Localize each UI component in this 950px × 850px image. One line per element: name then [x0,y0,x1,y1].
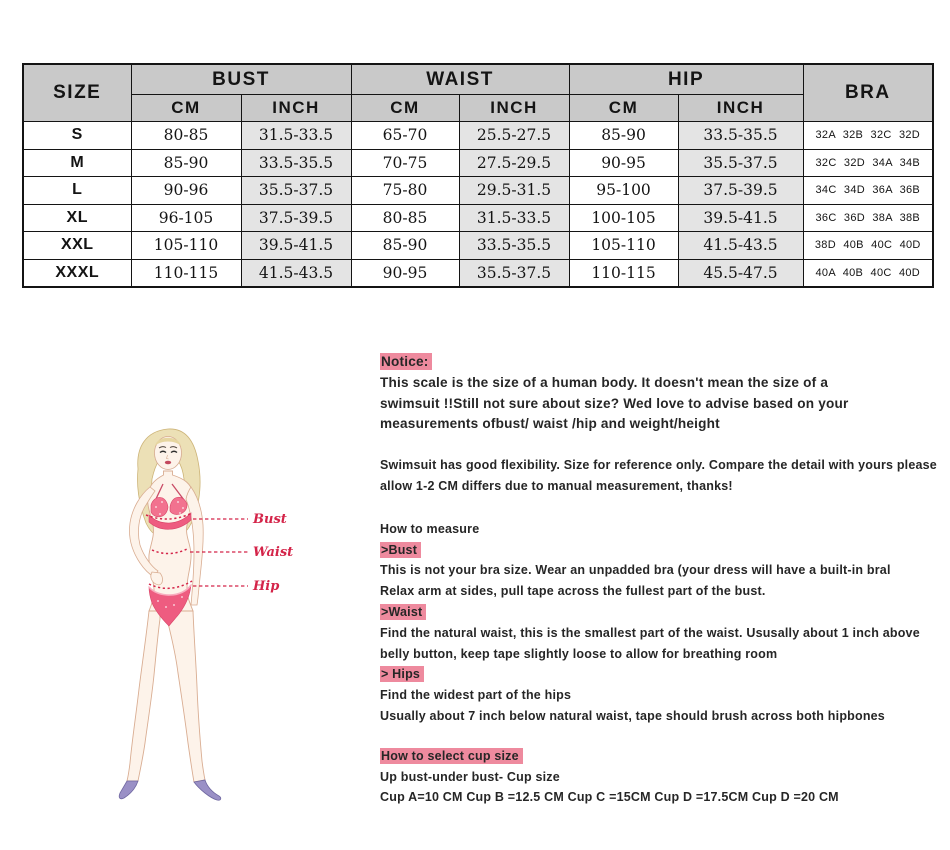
hip-cm-cell: 95-100 [569,177,678,205]
info-text-column [380,352,936,808]
bust-instruction: This is not your bra size. Wear an unpadded bra (your dress will have a built-in bral [380,563,891,578]
waist-cm-cell: 70-75 [351,149,459,177]
bra-cell: 36C 36D 38A 38B [803,204,933,232]
size-cell: XXXL [23,259,131,287]
hips-heading: > Hips [380,666,424,682]
waist-cm-cell: 75-80 [351,177,459,205]
bra-cell: 38D 40B 40C 40D [803,232,933,260]
header-waist-cm: CM [351,95,459,122]
header-waist: WAIST [351,64,569,95]
bust-cm-cell: 85-90 [131,149,241,177]
flexibility-line: Swimsuit has good flexibility. Size for reference only. Compare the detail with yours please [380,458,937,473]
hip-cm-cell: 90-95 [569,149,678,177]
header-bust-cm: CM [131,95,241,122]
waist-instruction: Find the natural waist, this is the smallest part of the waist. Ususally about 1 inch above [380,625,920,640]
hip-cm-cell: 110-115 [569,259,678,287]
size-chart-table [22,63,934,288]
left-leg [127,611,160,781]
cup-size-heading: How to select cup size [380,748,523,764]
hips-instruction: Usually about 7 inch below natural waist, tape should brush across both hipbones [380,708,885,723]
notice-line: This scale is the size of a human body. It doesn't mean the size of a [380,374,829,390]
waist-heading-line [380,602,936,623]
right-shoe [194,780,221,800]
size-cell: XL [23,204,131,232]
bust-cm-cell: 110-115 [131,259,241,287]
header-hip: HIP [569,64,803,95]
waist-inch-cell: 27.5-29.5 [459,149,569,177]
bra-cell: 32A 32B 32C 32D [803,122,933,150]
waist-heading: >Waist [380,604,426,620]
bust-inch-cell: 37.5-39.5 [241,204,351,232]
bust-cm-cell: 105-110 [131,232,241,260]
waist-cm-cell: 80-85 [351,204,459,232]
hip-inch-cell: 33.5-35.5 [678,122,803,150]
hip-cm-cell: 85-90 [569,122,678,150]
header-bust-inch: INCH [241,95,351,122]
bust-inch-cell: 39.5-41.5 [241,232,351,260]
hip-inch-cell: 39.5-41.5 [678,204,803,232]
waist-inch-cell: 33.5-35.5 [459,232,569,260]
table-row [23,122,933,150]
header-bra: BRA [803,64,933,122]
waist-inch-cell: 35.5-37.5 [459,259,569,287]
bust-inch-cell: 35.5-37.5 [241,177,351,205]
header-size: SIZE [23,64,131,122]
size-cell: S [23,122,131,150]
left-hand [151,572,163,585]
hip-label: Hip [253,579,280,594]
header-hip-cm: CM [569,95,678,122]
right-leg [168,611,205,782]
bust-inch-cell: 33.5-35.5 [241,149,351,177]
waist-inch-cell: 31.5-33.5 [459,204,569,232]
waist-cm-cell: 90-95 [351,259,459,287]
hips-heading-line [380,664,936,685]
notice-heading-line [380,352,936,373]
figure-sketch [100,423,340,823]
bust-cm-cell: 96-105 [131,204,241,232]
table-row [23,259,933,287]
waist-cm-cell: 65-70 [351,122,459,150]
size-cell: M [23,149,131,177]
bust-heading: >Bust [380,542,421,558]
header-bust: BUST [131,64,351,95]
header-hip-inch: INCH [678,95,803,122]
table-row [23,232,933,260]
waist-instruction: belly button, keep tape slightly loose to allow for breathing room [380,646,778,661]
table-row [23,177,933,205]
how-to-measure-title: How to measure [380,521,480,536]
cup-size-line: Up bust-under bust- Cup size [380,769,560,784]
bra-cell: 40A 40B 40C 40D [803,259,933,287]
flexibility-line: allow 1-2 CM differs due to manual measurement, thanks! [380,478,733,493]
hip-inch-cell: 41.5-43.5 [678,232,803,260]
hip-cm-cell: 105-110 [569,232,678,260]
waist-inch-cell: 29.5-31.5 [459,177,569,205]
notice-heading: Notice: [380,353,432,370]
bust-label: Bust [253,512,287,527]
size-cell: L [23,177,131,205]
lips [165,461,171,464]
waist-inch-cell: 25.5-27.5 [459,122,569,150]
header-waist-inch: INCH [459,95,569,122]
table-header-units [23,95,933,122]
cup-size-heading-line [380,746,936,767]
hips-instruction: Find the widest part of the hips [380,688,572,703]
hip-inch-cell: 37.5-39.5 [678,177,803,205]
notice-line: measurements ofbust/ waist /hip and weight/height [380,416,720,432]
hip-inch-cell: 45.5-47.5 [678,259,803,287]
hip-inch-cell: 35.5-37.5 [678,149,803,177]
notice-line: swimsuit !!Still not sure about size? Wed love to advise based on your [380,395,849,411]
measurement-figure [100,423,340,823]
bra-cell: 34C 34D 36A 36B [803,177,933,205]
hip-cm-cell: 100-105 [569,204,678,232]
bust-heading-line [380,540,936,561]
cup-size-line: Cup A=10 CM Cup B =12.5 CM Cup C =15CM Cup D =17.5CM Cup D =20 CM [380,790,839,805]
bust-instruction: Relax arm at sides, pull tape across the fullest part of the bust. [380,584,766,599]
table-row [23,204,933,232]
waist-cm-cell: 85-90 [351,232,459,260]
left-shoe [119,781,138,799]
size-cell: XXL [23,232,131,260]
table-header-groups [23,64,933,95]
table-row [23,149,933,177]
bra-cell: 32C 32D 34A 34B [803,149,933,177]
bust-inch-cell: 31.5-33.5 [241,122,351,150]
waist-label: Waist [253,545,294,560]
bust-inch-cell: 41.5-43.5 [241,259,351,287]
bust-cm-cell: 80-85 [131,122,241,150]
bust-cm-cell: 90-96 [131,177,241,205]
